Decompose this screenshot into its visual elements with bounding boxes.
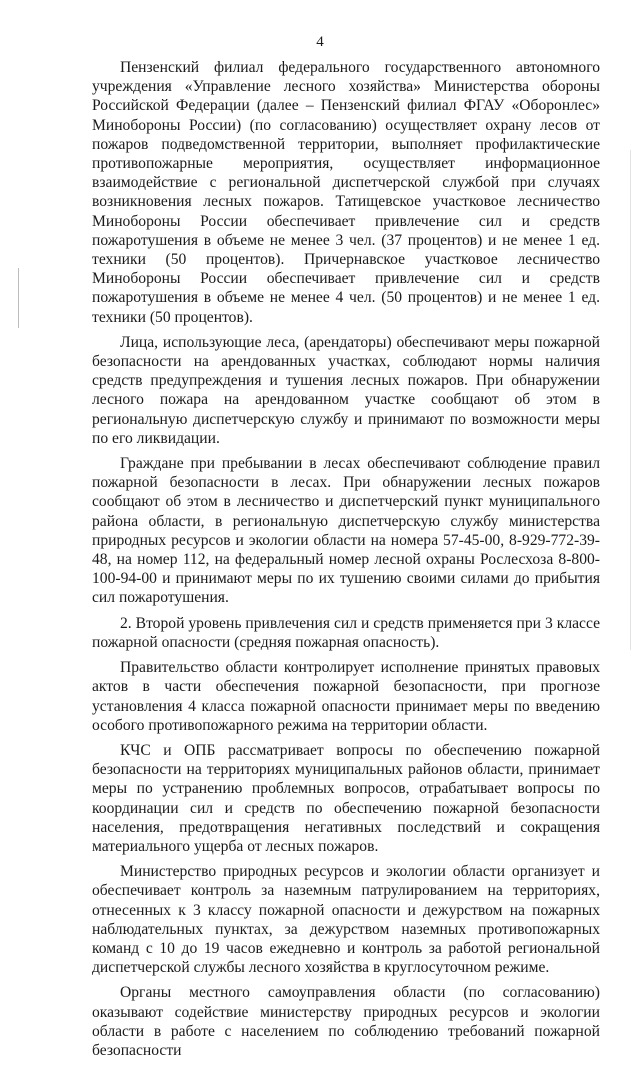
paragraph-citizens: Граждане при пребывании в лесах обеспечивают соблюдение правил пожарной безопасности в лесах. При обнаружении лесных пожаров сообщают об этом в лесничество и диспетчерский пункт муниципального района области, в региональную диспетчерскую службу министерства природных ресурсов и экологии области на номера 57-45-00, 8-929-772-39-48, на номер 112, на федеральный номер лесной охраны Рослесхоза 8-800-100-94-00 и принимают меры по их тушению своими силами до прибытия сил пожаротушения. (92, 455, 600, 607)
paragraph-oboronles: Пензенский филиал федерального государственного автономного учреждения «Управление лесного хозяйства» Министерства обороны Российской Федерации (далее – Пензенский филиал ФГАУ «Оборонлес» Минобороны России) (по согласованию) осуществляет охрану лесов от пожаров подведомственной территории, выполняет профилактические противопожарные мероприятия, осуществляет информационное взаимодействие с региональной диспетчерской службой при случаях возникновения лесных пожаров. Татищевское участковое лесничество Минобороны России обеспечивает привлечение сил и средств пожаротушения в объеме не менее 3 чел. (37 процентов) и не менее 1 ед. техники (50 процентов). Причернавское участковое лесничество Минобороны России обеспечивает привлечение сил и средств пожаротушения в объеме не менее 4 чел. (50 процентов) и не менее 1 ед. техники (50 процентов). (92, 59, 600, 326)
paragraph-government: Правительство области контролирует исполнение принятых правовых актов в части обеспечения пожарной безопасности, при прогнозе установления 4 класса пожарной опасности принимает меры по введению особого противопожарного режима на территории области. (92, 659, 600, 734)
paragraph-local-government: Органы местного самоуправления области (по согласованию) оказывают содействие министерству природных ресурсов и экологии области в работе с населением по соблюдению требований пожарной безопасности (92, 984, 600, 1059)
page-number: 4 (316, 34, 324, 50)
paragraph-forest-users: Лица, использующие леса, (арендаторы) обеспечивают меры пожарной безопасности на арендованных участках, соблюдают нормы наличия средств предупреждения и тушения лесных пожаров. При обнаружении лесного пожара на арендованном участке сообщают об этом в региональную диспетчерскую службу и принимают по возможности меры по его ликвидации. (92, 333, 600, 447)
paragraph-ministry: Министерство природных ресурсов и экологии области организует и обеспечивает контроль за наземным патрулированием на территориях, отнесенных к 3 классу пожарной опасности и дежурством на пожарных наблюдательных пунктах, за дежурством наземных противопожарных команд с 10 до 19 часов ежедневно и контроль за работой региональной диспетчерской службы лесного хозяйства в круглосуточном режиме. (92, 863, 600, 977)
paragraph-kchs-opb: КЧС и ОПБ рассматривает вопросы по обеспечению пожарной безопасности на территориях муниципальных районов области, принимает меры по устранению проблемных вопросов, отрабатывает вопросы по координации сил и средств по обеспечению пожарной безопасности населения, предотвращения негативных последствий и сокращения материального ущерба от лесных пожаров. (92, 741, 600, 855)
paragraph-second-level: 2. Второй уровень привлечения сил и средств применяется при 3 классе пожарной опасности (средняя пожарная опасность). (92, 614, 600, 651)
document-body (92, 58, 600, 1066)
scan-artifact-line (18, 268, 19, 328)
scan-artifact-edge (630, 150, 631, 650)
